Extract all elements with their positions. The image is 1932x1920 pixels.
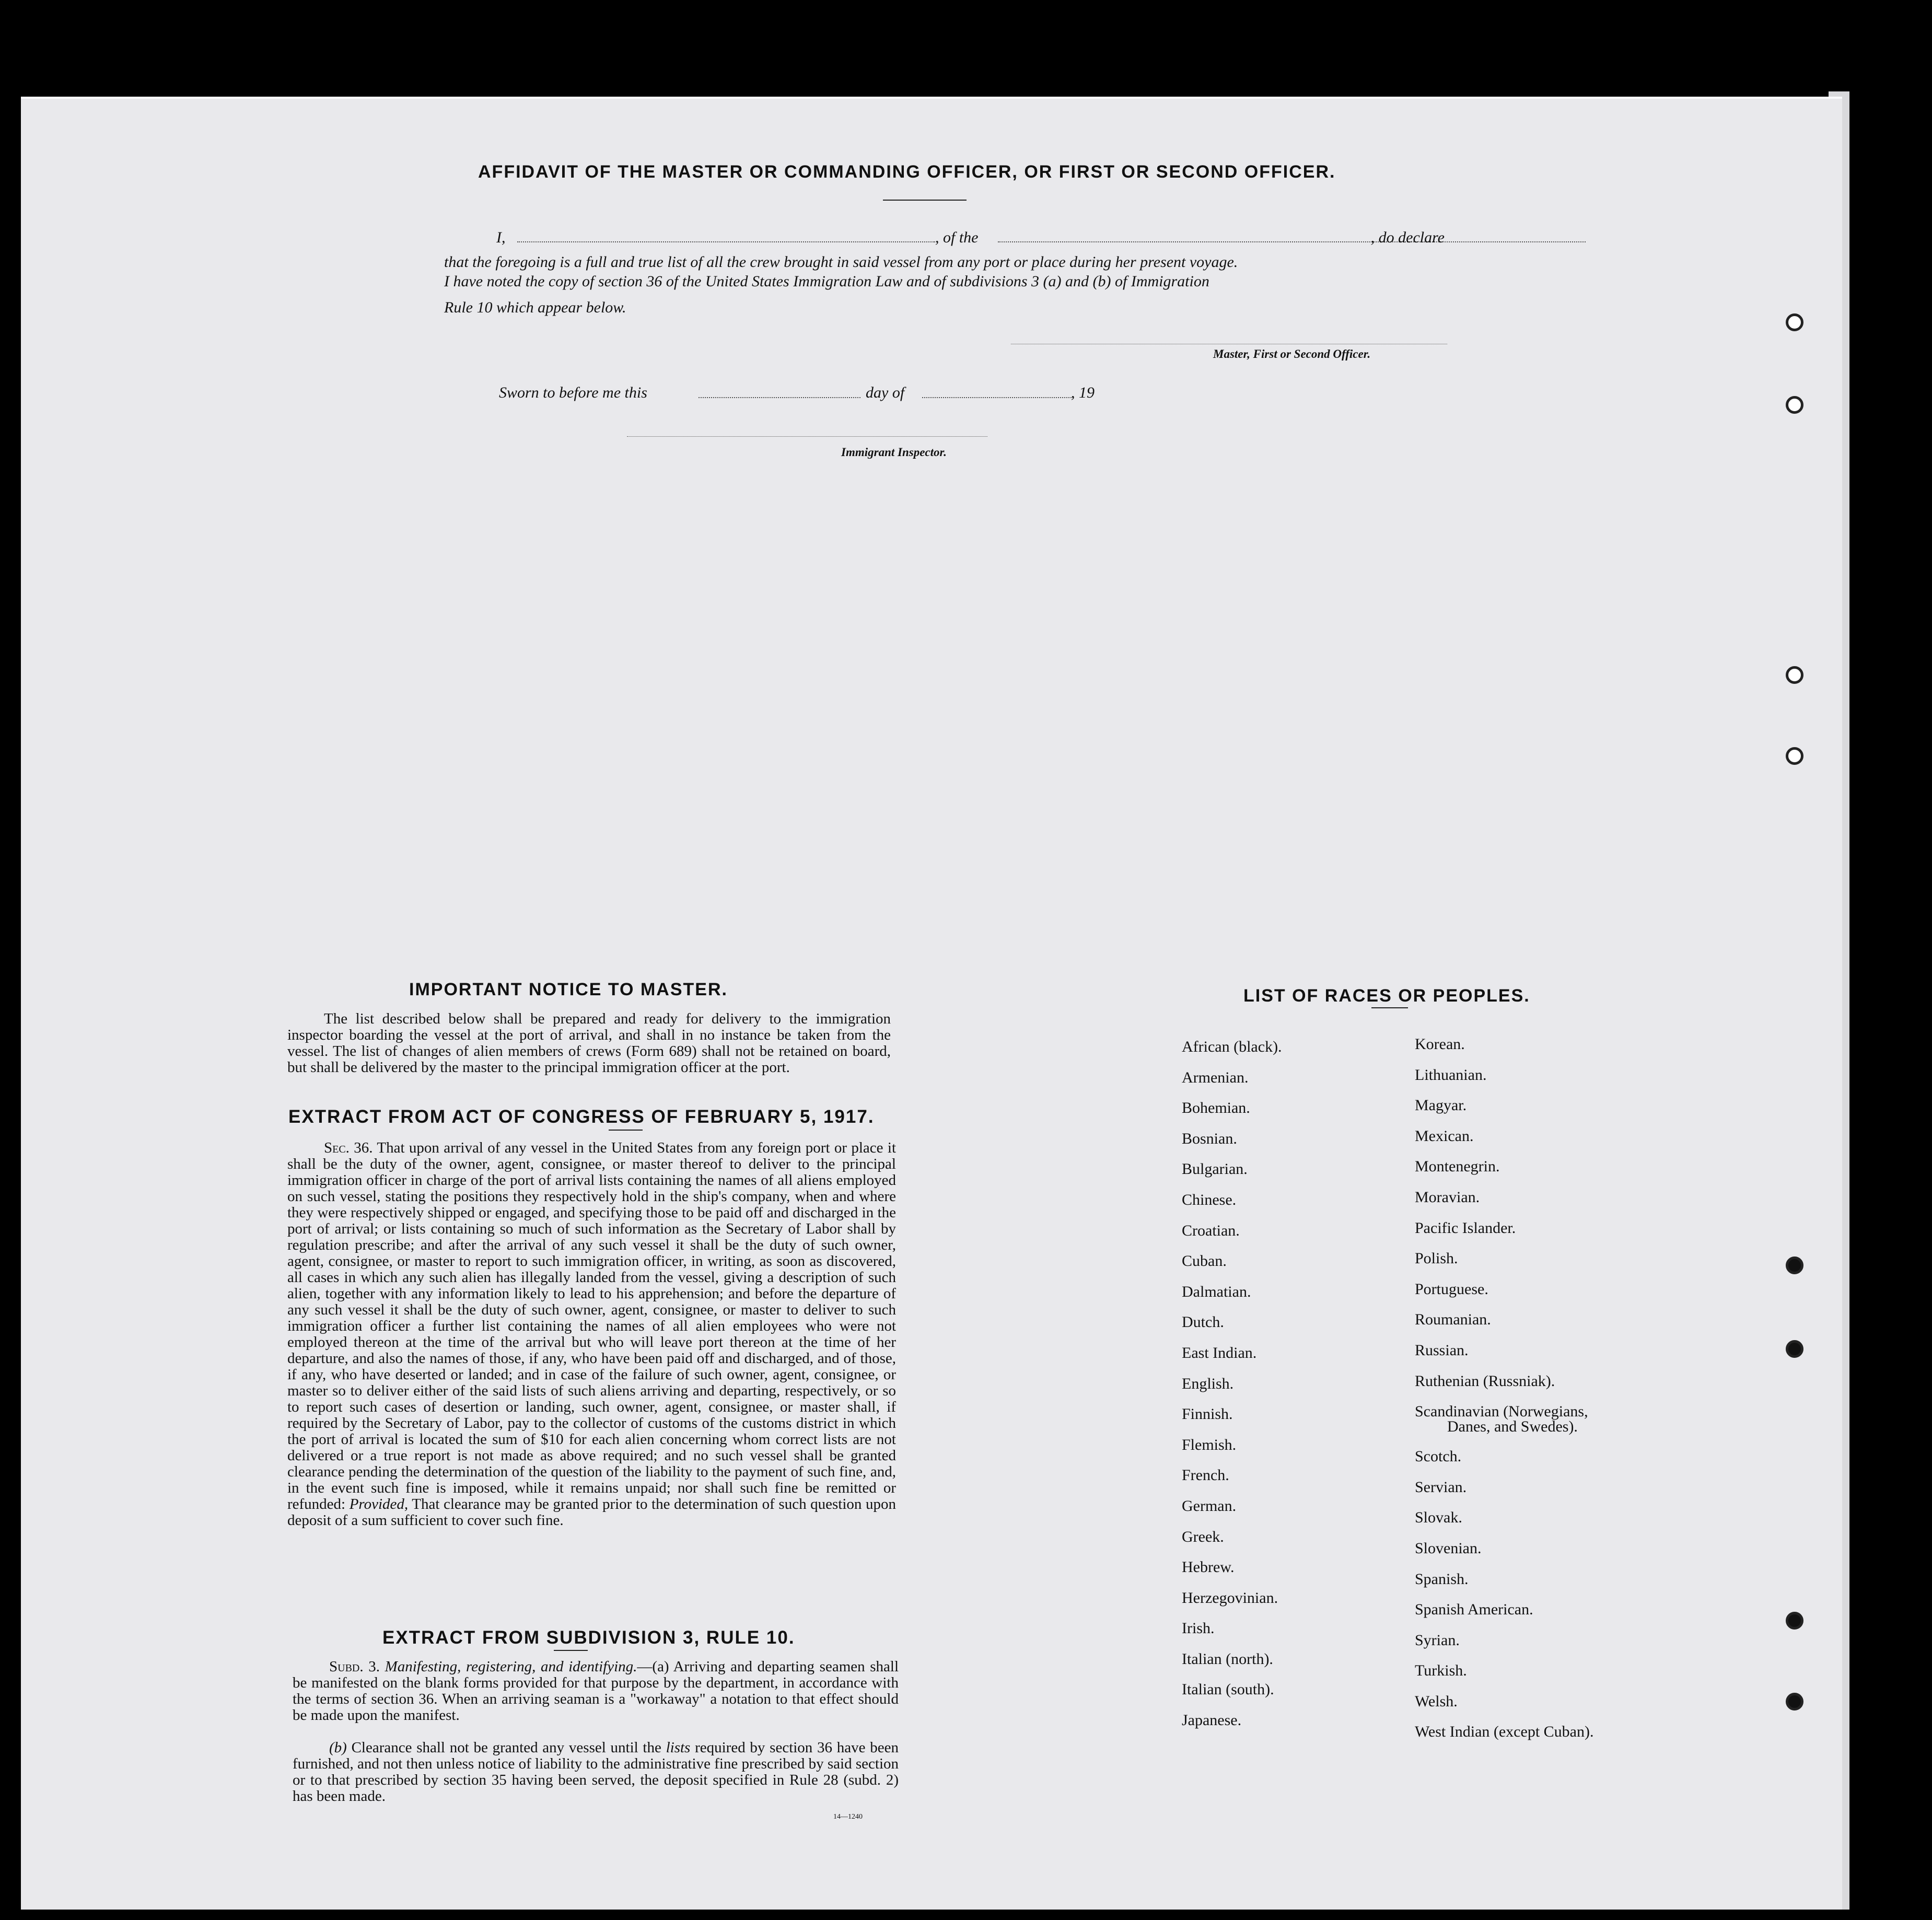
right-item: West Indian (except Cuban).	[1415, 1723, 1594, 1741]
subd-text-b2: required by section 36 have been furnished, and not then unless notice of liability to the administrative fine prescribed by said section or to that prescribed by section 35 having been served, the deposit specified in Rule 28 (subd. 2) has been made.	[293, 1739, 899, 1805]
right-item: Portuguese.	[1415, 1280, 1488, 1298]
right-item: Moravian.	[1415, 1188, 1480, 1206]
left-item: Japanese.	[1182, 1712, 1242, 1729]
subd-heading: Manifesting, registering, and identifying.	[385, 1658, 637, 1675]
right-item: Scotch.	[1415, 1448, 1462, 1465]
notice-text: The list described below shall be prepared and ready for delivery to the immigration inspector boarding the vessel at the port of arrival, and shall in no instance be taken from the vessel. The list of changes of alien members of crews (Form 689) shall not be retained on board, but shall be delivered by the master to the principal immigration officer at the port.	[287, 1010, 891, 1076]
left-item: Herzegovinian.	[1182, 1589, 1278, 1607]
notice-title: IMPORTANT NOTICE TO MASTER.	[409, 980, 728, 999]
right-item: Spanish.	[1415, 1570, 1469, 1588]
form-number: 14—1240	[833, 1813, 863, 1821]
sworn-label: Sworn to before me this	[499, 384, 647, 401]
affidavit-title: AFFIDAVIT OF THE MASTER OR COMMANDING OFFICER, OR FIRST OR SECOND OFFICER.	[478, 162, 1336, 182]
extract-rule-text-b	[293, 1740, 899, 1805]
right-item: Servian.	[1415, 1478, 1467, 1496]
right-item: Korean.	[1415, 1035, 1465, 1053]
right-item: Lithuanian.	[1415, 1066, 1487, 1084]
section-label: Sec. 36.	[324, 1139, 373, 1156]
right-item: Mexican.	[1415, 1127, 1474, 1145]
left-item: Dalmatian.	[1182, 1283, 1251, 1300]
subd-label: Subd. 3.	[329, 1658, 380, 1675]
left-item: Armenian.	[1182, 1068, 1249, 1086]
sworn-month-line	[922, 397, 1074, 398]
extract-rule-rule	[554, 1650, 588, 1651]
affidavit-line-2: I have noted the copy of section 36 of the United States Immigration Law and of subdivisions 3 (a) and (b) of Immigration	[444, 273, 1209, 290]
inspector-signature-line	[627, 436, 987, 437]
extract-act-text	[287, 1140, 896, 1529]
binder-hole	[1786, 396, 1803, 414]
left-item: Flemish.	[1182, 1436, 1237, 1453]
races-rule	[1371, 1007, 1408, 1008]
right-item: Slovak.	[1415, 1509, 1462, 1527]
binder-hole	[1786, 666, 1803, 684]
right-item: Turkish.	[1415, 1662, 1467, 1680]
vessel-field-line	[998, 241, 1586, 242]
right-item: Syrian.	[1415, 1631, 1460, 1649]
sworn-year-prefix: , 19	[1071, 384, 1095, 401]
right-item: Roumanian.	[1415, 1311, 1491, 1329]
extract-act-title: EXTRACT FROM ACT OF CONGRESS OF FEBRUARY 5, 1917.	[288, 1107, 875, 1127]
races-left-column	[1182, 1032, 1282, 1736]
binder-hole	[1786, 1612, 1803, 1630]
left-item: Finnish.	[1182, 1405, 1233, 1423]
right-item: Welsh.	[1415, 1692, 1458, 1710]
right-item: Slovenian.	[1415, 1539, 1482, 1557]
left-item: Dutch.	[1182, 1313, 1224, 1331]
binder-hole	[1786, 313, 1803, 331]
sworn-day-of: day of	[866, 384, 905, 401]
left-item: Cuban.	[1182, 1252, 1227, 1270]
left-item: African (black).	[1182, 1038, 1282, 1055]
left-item: French.	[1182, 1467, 1229, 1484]
binder-hole	[1786, 1340, 1803, 1358]
left-item: Croatian.	[1182, 1221, 1240, 1239]
right-item: Scandinavian (Norwegians,	[1415, 1403, 1588, 1421]
left-item: Bohemian.	[1182, 1099, 1250, 1117]
affidavit-line-1: that the foregoing is a full and true list of all the crew brought in said vessel from any port or place during her present voyage.	[444, 253, 1238, 271]
left-item: Bulgarian.	[1182, 1160, 1248, 1178]
affidavit-line-3: Rule 10 which appear below.	[444, 299, 626, 316]
left-item: Italian (south).	[1182, 1681, 1274, 1698]
title-rule	[883, 200, 967, 201]
provided-label: Provided,	[349, 1496, 409, 1512]
left-item: Hebrew.	[1182, 1558, 1235, 1576]
left-item: German.	[1182, 1497, 1237, 1515]
subd-lists-word: lists	[666, 1739, 691, 1756]
binder-hole	[1786, 1256, 1803, 1274]
extract-act-rule	[609, 1130, 643, 1131]
subd-b-label: (b)	[329, 1739, 347, 1756]
left-item: Chinese.	[1182, 1191, 1237, 1208]
section-36-end: That clearance may be granted prior to the determination of such question upon deposit of a sum sufficient to cover such fine.	[287, 1496, 896, 1529]
right-item: Danes, and Swedes).	[1447, 1418, 1578, 1436]
right-item: Ruthenian (Russniak).	[1415, 1372, 1555, 1390]
left-item: English.	[1182, 1375, 1234, 1392]
left-item: East Indian.	[1182, 1344, 1257, 1362]
affidavit-i-label: I,	[496, 229, 506, 246]
affidavit-of-the: , of the	[935, 229, 979, 246]
right-item: Pacific Islander.	[1415, 1219, 1516, 1237]
right-item: Spanish American.	[1415, 1601, 1533, 1619]
section-36-body: That upon arrival of any vessel in the United States from any foreign port or place it shall be the duty of the owner, agent, consignee, or master thereof to deliver to the principal immigration officer in charge of the port of arrival lists containing the names of all aliens employed on such vessel, stating the positions they respectively hold in the ship's company, when and where they were respectively shipped or engaged, and specifying those to be paid off and discharged in the port of arrival; or lists containing so much of such information as the Secretary of Labor shall by regulation prescribe; and after the arrival of any such vessel it shall be the duty of such owner, agent, consignee, or master to report to such immigration officer, in writing, as soon as discovered, all cases in which any such alien has illegally landed from the vessel, giving a description of such alien, together with any information likely to lead to his apprehension; and before the departure of any such vessel it shall be the duty of such owner, agent, consignee, or master to deliver to such immigration officer a further list containing the names of all alien employees who were not employed thereon at the time of the arrival but who will leave port thereon at the time of her departure, and also the names of those, if any, who have been paid off and discharged, and of those, if any, who have deserted or landed; and in case of the failure of such owner, agent, consignee, or master so to deliver either of the said lists of such aliens arriving and departing, respectively, or so to report such cases of desertion or landing, such owner, agent, consignee, or master shall, if required by the Secretary of Labor, pay to the collector of customs of the customs district in which the port of arrival is located the sum of $10 for each alien concerning whom correct lists are not delivered or a true report is not made as above required; and no such vessel shall be granted clearance pending the determination of the question of the liability to the payment of such fine, and, in the event such fine is imposed, while it remains unpaid; nor shall such fine be remitted or refunded:	[287, 1139, 897, 1512]
races-right-column	[1415, 1029, 1593, 1748]
right-item: Magyar.	[1415, 1097, 1467, 1114]
left-item: Greek.	[1182, 1528, 1224, 1545]
signature-caption: Master, First or Second Officer.	[1213, 347, 1371, 360]
right-item: Montenegrin.	[1415, 1158, 1500, 1176]
races-title: LIST OF RACES OR PEOPLES.	[1243, 986, 1530, 1006]
subd-text-b1: Clearance shall not be granted any vessel until the	[351, 1739, 661, 1756]
binder-hole	[1786, 1693, 1803, 1710]
affidavit-do-declare: , do declare	[1370, 229, 1445, 246]
right-item: Polish.	[1415, 1250, 1458, 1267]
left-item: Irish.	[1182, 1620, 1215, 1637]
name-field-line	[517, 241, 935, 242]
extract-rule-text-a	[293, 1659, 899, 1724]
right-item: Russian.	[1415, 1341, 1469, 1359]
extract-rule-title: EXTRACT FROM SUBDIVISION 3, RULE 10.	[382, 1627, 795, 1648]
inspector-caption: Immigrant Inspector.	[841, 446, 947, 459]
binder-hole	[1786, 747, 1803, 765]
left-item: Italian (north).	[1182, 1650, 1273, 1668]
left-item: Bosnian.	[1182, 1130, 1237, 1147]
subd-text-a: —(a) Arriving and departing seamen shall be manifested on the blank forms provided for that purpose by the department, in accordance with the terms of section 36. When an arriving seaman is a "workaway" a notation to that effect should be made upon the manifest.	[293, 1658, 899, 1724]
sworn-day-line	[699, 397, 860, 398]
